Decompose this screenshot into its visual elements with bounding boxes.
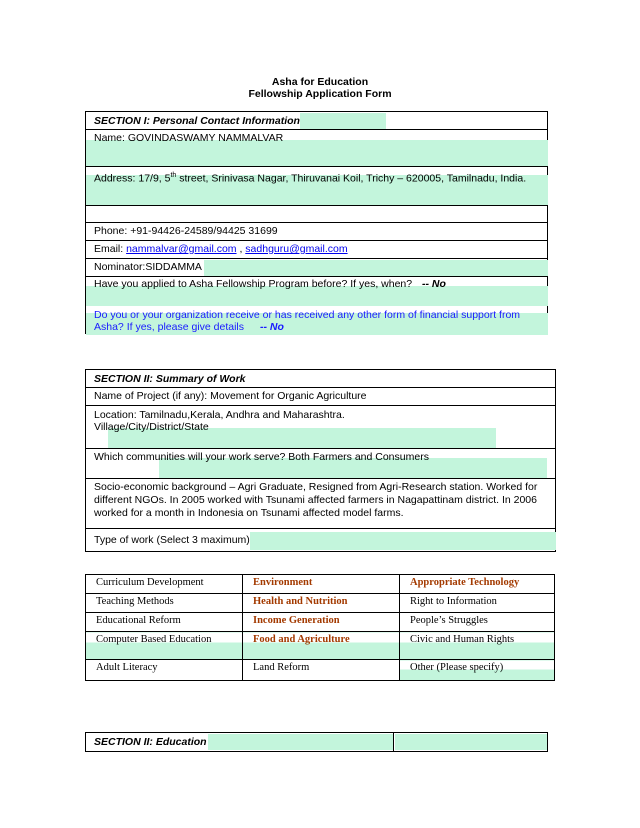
- location-hint: Village/City/District/State: [94, 421, 209, 433]
- email-link-2[interactable]: sadhguru@gmail.com: [245, 243, 348, 255]
- option-food-agriculture[interactable]: Food and Agriculture: [243, 632, 400, 660]
- option-environment[interactable]: Environment: [243, 575, 400, 594]
- section-education: [85, 732, 548, 752]
- email-row[interactable]: [86, 241, 547, 259]
- project-row[interactable]: [86, 388, 555, 406]
- option-appropriate-technology[interactable]: Appropriate Technology: [400, 575, 555, 594]
- table-row: [86, 632, 555, 660]
- communities-row[interactable]: [86, 449, 555, 479]
- location-row[interactable]: [86, 406, 555, 449]
- type-of-work-label: Type of work (Select 3 maximum): [94, 534, 250, 546]
- option-income-generation[interactable]: Income Generation: [243, 613, 400, 632]
- option-adult-literacy[interactable]: Adult Literacy: [86, 660, 243, 681]
- nominator-row[interactable]: [86, 259, 547, 277]
- option-computer-based-education[interactable]: Computer Based Education: [86, 632, 243, 660]
- address-field[interactable]: Address: 17/9, 5th street, Srinivasa Nagar, Thiruvanai Koil, Trichy – 620005, Tamilnadu, India.: [94, 172, 527, 185]
- financial-support-question-line2: Asha? If yes, please give details: [94, 321, 245, 333]
- work-type-table: [85, 574, 555, 681]
- communities-field[interactable]: Which communities will your work serve? Both Farmers and Consumers: [94, 451, 429, 463]
- table-row: [86, 594, 555, 613]
- email-link-1[interactable]: nammalvar@gmail.com: [126, 243, 237, 255]
- type-of-work-row[interactable]: [86, 529, 555, 551]
- phone-row[interactable]: [86, 223, 547, 241]
- section1-title: SECTION I: Personal Contact Information: [94, 115, 300, 127]
- location-field[interactable]: Location: Tamilnadu,Kerala, Andhra and Maharashtra.: [94, 409, 345, 421]
- section2-header-row: [86, 370, 555, 388]
- org-title: Asha for Education: [271, 76, 369, 88]
- option-other-specify[interactable]: Other (Please specify): [400, 660, 555, 681]
- option-curriculum-development[interactable]: Curriculum Development: [86, 575, 243, 594]
- applied-before-answer[interactable]: -- No: [422, 278, 446, 290]
- option-land-reform[interactable]: Land Reform: [243, 660, 400, 681]
- financial-support-answer[interactable]: -- No: [260, 321, 284, 333]
- background-line1[interactable]: Socio-economic background – Agri Graduate, Resigned from Agri-Research station. Worked for: [94, 481, 538, 493]
- table-row: [86, 660, 555, 681]
- table-row: [86, 575, 555, 594]
- section1-header-row: [86, 112, 547, 130]
- section3-title: SECTION II: Education: [94, 736, 207, 748]
- background-line3[interactable]: worked for a month in Indonesia on Tsunami affected model farms.: [94, 507, 404, 519]
- applied-before-row[interactable]: [86, 277, 547, 306]
- option-peoples-struggles[interactable]: People’s Struggles: [400, 613, 555, 632]
- section2-title: SECTION II: Summary of Work: [94, 373, 246, 385]
- blank-row: [86, 206, 547, 223]
- project-field[interactable]: Name of Project (if any): Movement for Organic Agriculture: [94, 390, 367, 402]
- table-row: [86, 613, 555, 632]
- background-line2[interactable]: different NGOs. In 2005 worked with Tsunami affected farmers in Nagapattinam district. In 2006: [94, 494, 537, 506]
- address-row[interactable]: [86, 167, 547, 206]
- option-right-to-information[interactable]: Right to Information: [400, 594, 555, 613]
- section-summary-of-work: [85, 369, 556, 552]
- applied-before-question: Have you applied to Asha Fellowship Program before? If yes, when?: [94, 278, 413, 290]
- phone-field[interactable]: Phone: +91-94426-24589/94425 31699: [94, 225, 278, 237]
- financial-support-question: Do you or your organization receive or has received any other form of financial support from: [94, 309, 521, 321]
- option-educational-reform[interactable]: Educational Reform: [86, 613, 243, 632]
- option-teaching-methods[interactable]: Teaching Methods: [86, 594, 243, 613]
- financial-support-row[interactable]: [86, 306, 547, 335]
- background-row[interactable]: [86, 479, 555, 529]
- email-field[interactable]: Email: nammalvar@gmail.com , sadhguru@gmail.com: [94, 243, 348, 255]
- option-civic-human-rights[interactable]: Civic and Human Rights: [400, 632, 555, 660]
- name-field[interactable]: Name: GOVINDASWAMY NAMMALVAR: [94, 132, 284, 144]
- form-title: Fellowship Application Form: [248, 88, 392, 100]
- name-row[interactable]: [86, 130, 547, 167]
- option-health-nutrition[interactable]: Health and Nutrition: [243, 594, 400, 613]
- nominator-field[interactable]: Nominator:SIDDAMMA: [94, 261, 202, 273]
- section-personal-contact: [85, 111, 548, 334]
